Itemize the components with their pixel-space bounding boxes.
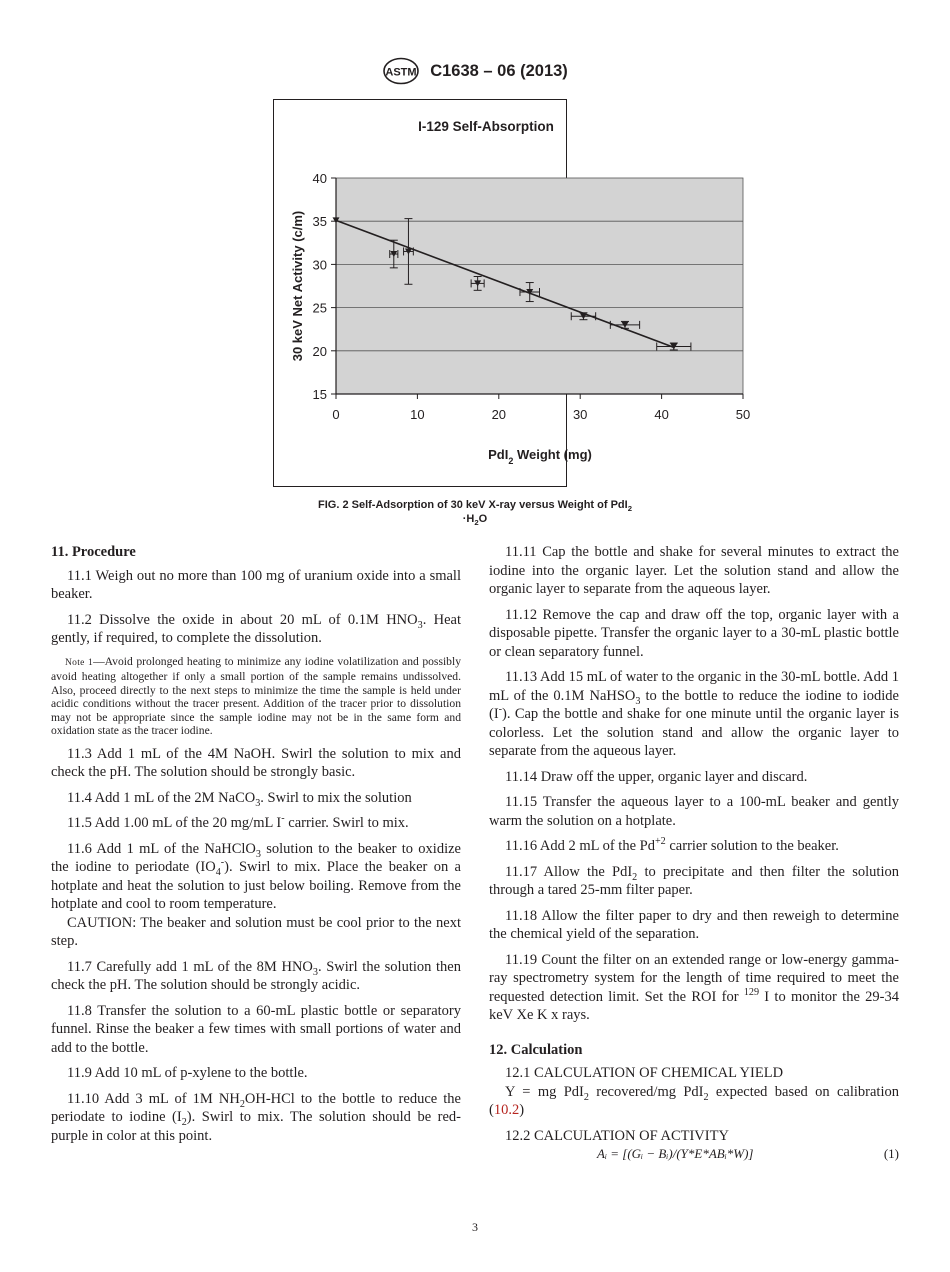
step-11-7: 11.7 Carefully add 1 mL of the 8M $HNO_3$. Swirl the solution then check the pH. The solution should be strongly acidic. xyxy=(51,958,461,993)
page-header xyxy=(0,57,950,85)
step-11-11: 11.11 Cap the bottle and shake for several minutes to extract the iodine into the organic layer. Let the solution stand and allow the organic layer to separate from the aqueous layer. xyxy=(489,544,899,597)
x-tick-label: 0 xyxy=(332,407,340,422)
y-tick-label: 35 xyxy=(312,214,327,230)
figure-caption: FIG. 2 Self-Adsorption of 30 keV X-ray versus Weight of PdI$_2$ $\cdot H_2O$ xyxy=(318,499,632,528)
x-tick-label: 50 xyxy=(735,407,751,422)
astm-logo-icon xyxy=(382,57,420,85)
step-11-14: 11.14 Draw off the upper, organic layer and discard. xyxy=(505,768,808,785)
x-tick-label: 20 xyxy=(491,407,507,422)
step-11-2: 11.2 Dissolve the oxide in about 20 mL of 0.1M $HNO_3$. Heat gently, if required, to complete the dissolution. xyxy=(51,611,462,646)
caution-text: CAUTION: The beaker and solution must be cool prior to the next step. xyxy=(51,914,461,949)
section-12-heading: 12. Calculation xyxy=(489,1041,583,1058)
step-11-5: 11.5 Add 1.00 mL of the 20 mg/mL I- carrier. Swirl to mix. xyxy=(67,813,409,831)
page-number: 3 xyxy=(472,1220,478,1234)
plot-area xyxy=(336,178,743,394)
step-11-13: 11.13 Add 15 mL of water to the organic in the 30-mL bottle. Add 1 mL of the 0.1M NaHSO$_3$ to the bottle to reduce the iodine to iodide (I-). Cap the bottle and shake for one minute until the organic layer is colorless. Let the solution stand and allow the organic layer to separate from the aqueous layer. xyxy=(489,669,899,759)
figure-2-chart xyxy=(273,99,751,487)
chart-svg xyxy=(274,100,751,486)
y-tick-label: 15 xyxy=(312,387,327,402)
y-tick-label: 20 xyxy=(312,343,327,359)
activity-equation xyxy=(489,1145,899,1167)
chart-title: I-129 Self-Absorption xyxy=(418,119,554,134)
step-11-3: 11.3 Add 1 mL of the 4M NaOH. Swirl the solution to mix and check the pH. The solution should be strongly basic. xyxy=(51,745,461,780)
y-tick-label: 25 xyxy=(312,300,327,316)
step-11-18: 11.18 Allow the filter paper to dry and then reweigh to determine the chemical yield of the separation. xyxy=(489,907,899,942)
astm-logo-text: ASTM xyxy=(385,66,417,79)
step-11-12: 11.12 Remove the cap and draw off the top, organic layer with a disposable pipette. Transfer the organic layer to a 30-mL plastic bottle or clean separatory funnel. xyxy=(489,606,899,660)
step-11-6: 11.6 Add 1 mL of the NaHClO$_3$ solution to the beaker to oxidize the iodine to periodate $(IO_4^-)$. Swirl to mix. Place the beaker on a hotplate and heat the solution to just below boiling. Remove from the hotplate and cool to room temperature. xyxy=(51,840,461,912)
x-tick-label: 30 xyxy=(572,407,588,422)
standard-designation: C1638 – 06 (2013) xyxy=(430,61,568,80)
step-11-8: 11.8 Transfer the solution to a 60-mL plastic bottle or separatory funnel. Rinse the beaker a few times with small portions of water and add to the bottle. xyxy=(51,1002,461,1056)
equation-formula: Aᵢ = [(Gᵢ − Bᵢ)/(Y*E*ABᵢ*W)] xyxy=(597,1146,754,1161)
reference-link-10-2[interactable]: 10.2 xyxy=(493,1102,520,1118)
note-1: Note 1—Avoid prolonged heating to minimize any iodine volatilization and possibly avoid heating altogether if only a small portion of the sample remains undissolved. Also, proceed directly to the next steps to minimize the time the sample is held under acidic conditions without the tracer present. Addition of the tracer prior to dissolution may not be appropriate since the sample iodine may not be in the same form and oxidation state as the tracer iodine. xyxy=(51,654,461,737)
step-11-9: 11.9 Add 10 mL of p-xylene to the bottle. xyxy=(67,1065,308,1081)
y-tick-label: 40 xyxy=(312,171,327,186)
step-12-1: 12.1 CALCULATION OF CHEMICAL YIELD xyxy=(505,1065,784,1081)
step-11-1: 11.1 Weigh out no more than 100 mg of uranium oxide into a small beaker. xyxy=(51,567,461,602)
equation-number: (1) xyxy=(883,1146,899,1161)
x-ticks xyxy=(332,394,750,422)
right-column xyxy=(489,543,899,1167)
y-axis-label: 30 keV Net Activity (c/m) xyxy=(290,210,305,362)
x-tick-label: 40 xyxy=(654,407,669,422)
section-11-heading: 11. Procedure xyxy=(51,544,136,560)
y-ticks xyxy=(313,171,336,402)
step-11-19: 11.19 Count the filter on an extended range or low-energy gamma-ray spectrometry system for the length of time required to meet the requested detection limit. Set the ROI for $^{129}$ I to monitor the 29-34 keV Xe K x rays. xyxy=(489,951,899,1023)
step-11-15: 11.15 Transfer the aqueous layer to a 100-mL beaker and gently warm the solution on a hotplate. xyxy=(489,794,899,829)
step-11-16: 11.16 Add 2 mL of the $Pd^{+2}$ carrier solution to the beaker. xyxy=(505,836,839,854)
step-11-10: 11.10 Add 3 mL of 1M $NH_2OH$-HCl to the bottle to reduce the periodate to iodine $(I_2)$. Swirl to mix. The solution should be red-purple in color at this point. xyxy=(51,1090,462,1144)
x-tick-label: 10 xyxy=(410,407,425,422)
yield-formula: Y = mg PdI$_2$ recovered/mg PdI$_2$ expected based on calibration (10.2) xyxy=(489,1083,899,1118)
step-11-4: 11.4 Add 1 mL of the 2M NaCO$_3$. Swirl to mix the solution xyxy=(67,789,412,809)
x-axis-label: PdI$_2$ Weight (mg) xyxy=(488,447,592,466)
step-11-17: 11.17 Allow the PdI$_2$ to precipitate and then filter the solution through a tared 25-mm filter paper. xyxy=(489,863,899,898)
left-column xyxy=(51,543,461,1152)
y-tick-label: 30 xyxy=(312,257,327,273)
step-12-2: 12.2 CALCULATION OF ACTIVITY xyxy=(505,1127,729,1144)
